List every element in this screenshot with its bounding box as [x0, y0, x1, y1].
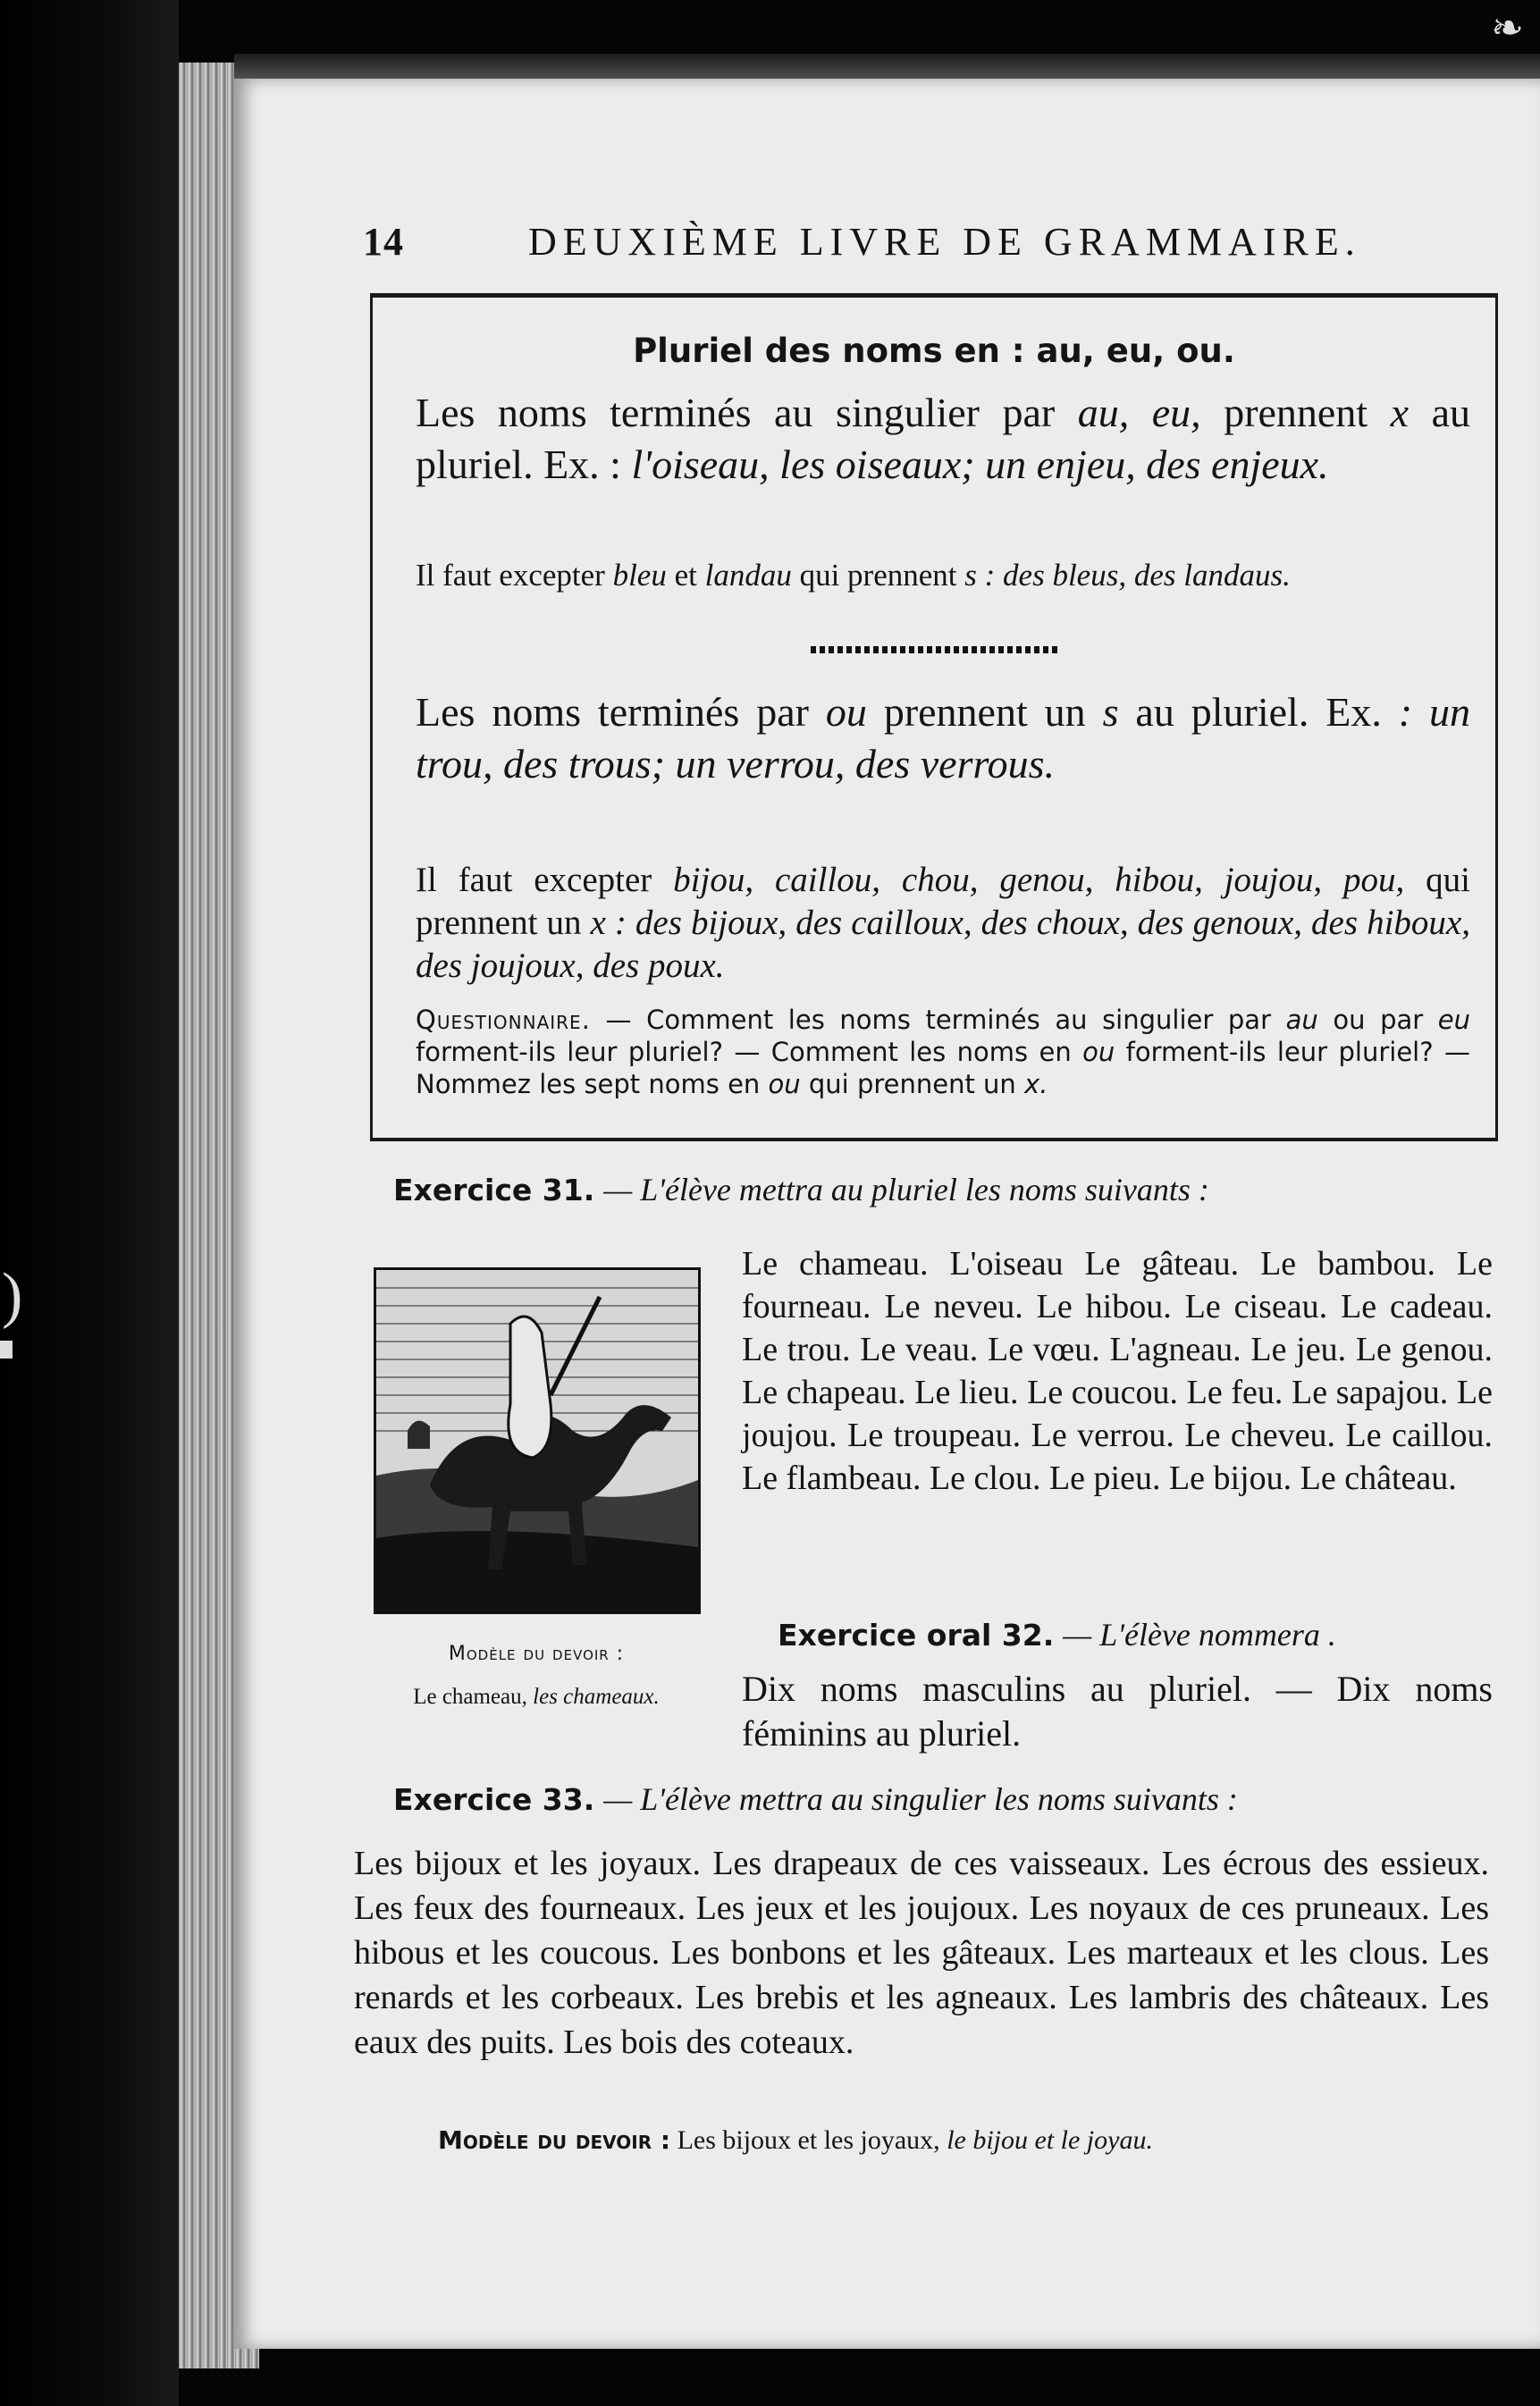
- page-number: 14: [363, 220, 404, 264]
- rule-box: [370, 293, 1498, 1141]
- exercise-33-text: Les bijoux et les joyaux. Les drapeaux de ces vaisseaux. Les écrous des essieux. Les feux des fourneaux. Les jeux et les joujoux. Les noyaux de ces pruneaux. Les hibous et les coucous. Les bonbons et les gâteaux. Les marteaux et les clous. Les renards et les corbeaux. Les brebis et les agneaux. Les lambris des châteaux. Les eaux des puits. Les bois des coteaux.: [354, 1845, 1489, 2061]
- questionnaire: Questionnaire. — Comment les noms terminés au singulier par au ou par eu forment-ils leur pluriel? — Comment les noms en ou forment-ils leur pluriel? — Nommez les sept noms en ou qui prennent un x.: [416, 1005, 1470, 1099]
- scan-bracket-mark-icon: ): [2, 1261, 23, 1330]
- exercise-31-heading: Exercice 31. — L'élève mettra au pluriel les noms suivants :: [393, 1172, 1209, 1207]
- exception-au-eu: Il faut excepter bleu et landau qui prennent s : des bleus, des landaus.: [416, 558, 1291, 593]
- box-title: Pluriel des noms en : au, eu, ou.: [633, 332, 1235, 370]
- wavy-separator: [811, 646, 1061, 653]
- scan-dot-mark: [0, 1341, 13, 1359]
- rule-ou: Les noms terminés par ou prennent un s au pluriel. Ex. : un trou, des trous; un verrou, des verrous.: [416, 689, 1471, 787]
- running-header: [363, 219, 1418, 273]
- scan-dark-margin: [0, 0, 179, 2406]
- exercise-33-heading: Exercice 33. — L'élève mettra au singulier les noms suivants :: [393, 1781, 1238, 1817]
- camel-rider-engraving: [374, 1267, 701, 1614]
- scan-corner-mark-icon: ❧: [1491, 6, 1524, 50]
- assignment-model: Modèle du devoir : Les bijoux et les joyaux, le bijou et le joyau.: [438, 2125, 1153, 2155]
- exception-ou: Il faut excepter bijou, caillou, chou, genou, hibou, joujou, pou, qui prennent un x : des bijoux, des cailloux, des choux, des genoux, des hiboux, des joujoux, des poux.: [416, 861, 1470, 985]
- figure-caption-example: Le chameau, les chameaux.: [413, 1685, 660, 1709]
- exercise-32-heading: Exercice oral 32. — L'élève nommera .: [778, 1617, 1336, 1653]
- figure-caption-label: Modèle du devoir :: [448, 1643, 625, 1665]
- rule-au-eu: Les noms terminés au singulier par au, eu, prennent x au pluriel. Ex. : l'oiseau, les oiseaux; un enjeu, des enjeux.: [416, 390, 1470, 487]
- exercise-32-text: Dix noms masculins au pluriel. — Dix noms féminins au pluriel.: [742, 1669, 1493, 1754]
- exercise-31-text: Le chameau. L'oiseau Le gâteau. Le bambou. Le fourneau. Le neveu. Le hibou. Le ciseau. Le cadeau. Le trou. Le veau. Le vœu. L'agneau. Le jeu. Le genou. Le chapeau. Le lieu. Le coucou. Le feu. Le sapajou. Le joujou. Le troupeau. Le verrou. Le cheveu. Le caillou. Le flambeau. Le clou. Le pieu. Le bijou. Le château.: [742, 1245, 1493, 1497]
- running-title: DEUXIÈME LIVRE DE GRAMMAIRE.: [528, 220, 1361, 264]
